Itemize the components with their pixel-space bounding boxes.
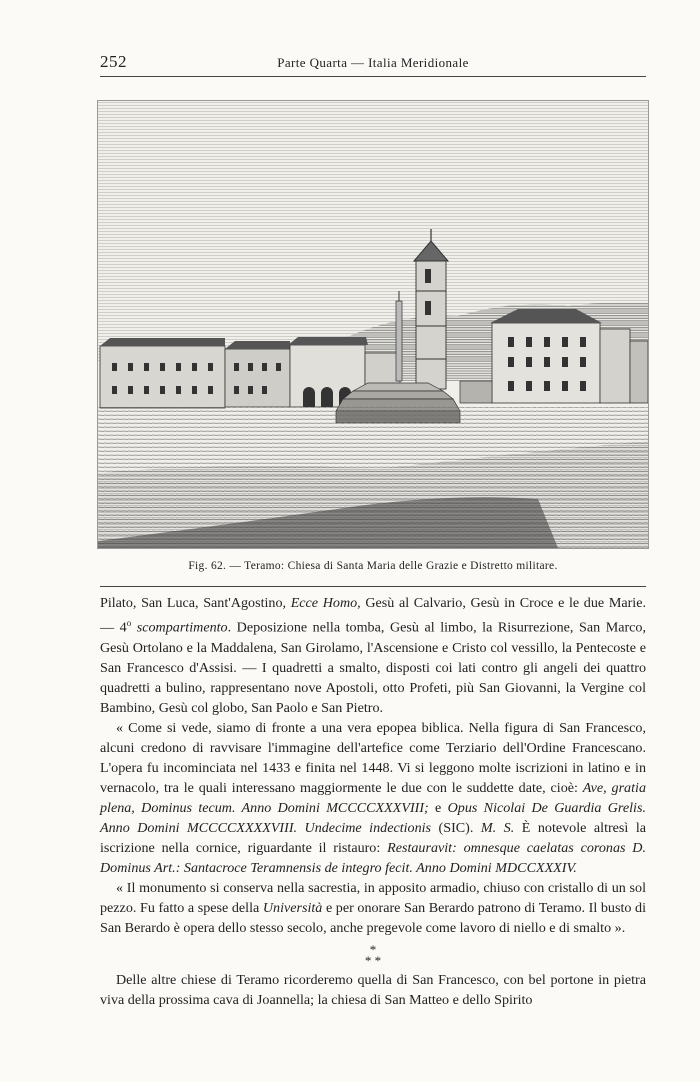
paragraph-3: « Il monumento si conserva nella sacrestia, in apposito armadio, chiuso con cristallo di un sol pezzo. Fu fatto a spese della Università e per onorare San Berardo patrono di Teramo. Il busto di San Berardo è opera dello stesso secolo, anche pregevole come lavoro di niello e di smalto ». [100,879,646,936]
paragraph-4: Delle altre chiese di Teramo ricorderemo quella di San Francesco, con bel portone in pietra viva della prossima cava di Joannella; la chiesa di San Matteo e dello Spirito [100,971,646,1008]
figure-caption: Fig. 62. — Teramo: Chiesa di Santa Maria delle Grazie e Distretto militare. [188,560,558,572]
page-header [100,50,646,77]
caption-rule [100,586,646,587]
page-number: 252 [100,52,127,71]
paragraph-2: « Come si vede, siamo di fronte a una vera epopea biblica. Nella figura di San Francesco, alcuni credono di ravvisare l'immagine dell'artefice come Terziario dell'Ordine Francescano. L'opera fu incominciata nel 1433 e finita nel 1448. Vi si leggono molte iscrizioni in latino e in vernacolo, tra le quali interessano maggiormente le due con le suddette date, cioè: Ave, gratia plena, Dominus tecum. Anno Domini MCCCCXXXVIII; e Opus Nicolai De Guardia Grelis. Anno Domini MCCCCXXXXVIII. Undecime indectionis (SIC). M. S. È notevole altresì la iscrizione nella cornice, riguardante il ristauro: Restauravit: omnesque caelatas coronas D. Dominus Art.: Santacroce Teramnensis de integro fecit. Anno Domini MDCCXXXIV. [100,719,647,876]
paragraph-1: Pilato, San Luca, Sant'Agostino, Ecce Homo, Gesù al Calvario, Gesù in Croce e le due Marie. — 4$^o$ scompartimento. Deposizione nella tomba, Gesù al limbo, la Risurrezione, San Marco, Gesù Ortolano e la Maddalena, San Girolamo, l'Ascensione e Cristo col vessillo, la Pentecoste e San Francesco d'Assisi. — I quadretti a smalto, disposti coi lati contro gli angeli dei quattro quadretti a bulino, rappresentano nove Apostoli, otto Profeti, più San Giovanni, la Vergine col Bambino, Gesù col globo, San Paolo e San Pietro. [100,595,647,716]
teramo-square-engraving [98,101,648,548]
asterism-separator: * * * [364,941,382,968]
left-building [100,338,290,408]
engraving-illustration [97,100,649,549]
running-title: Parte Quarta — Italia Meridionale [277,55,469,70]
body-text [100,593,646,1010]
